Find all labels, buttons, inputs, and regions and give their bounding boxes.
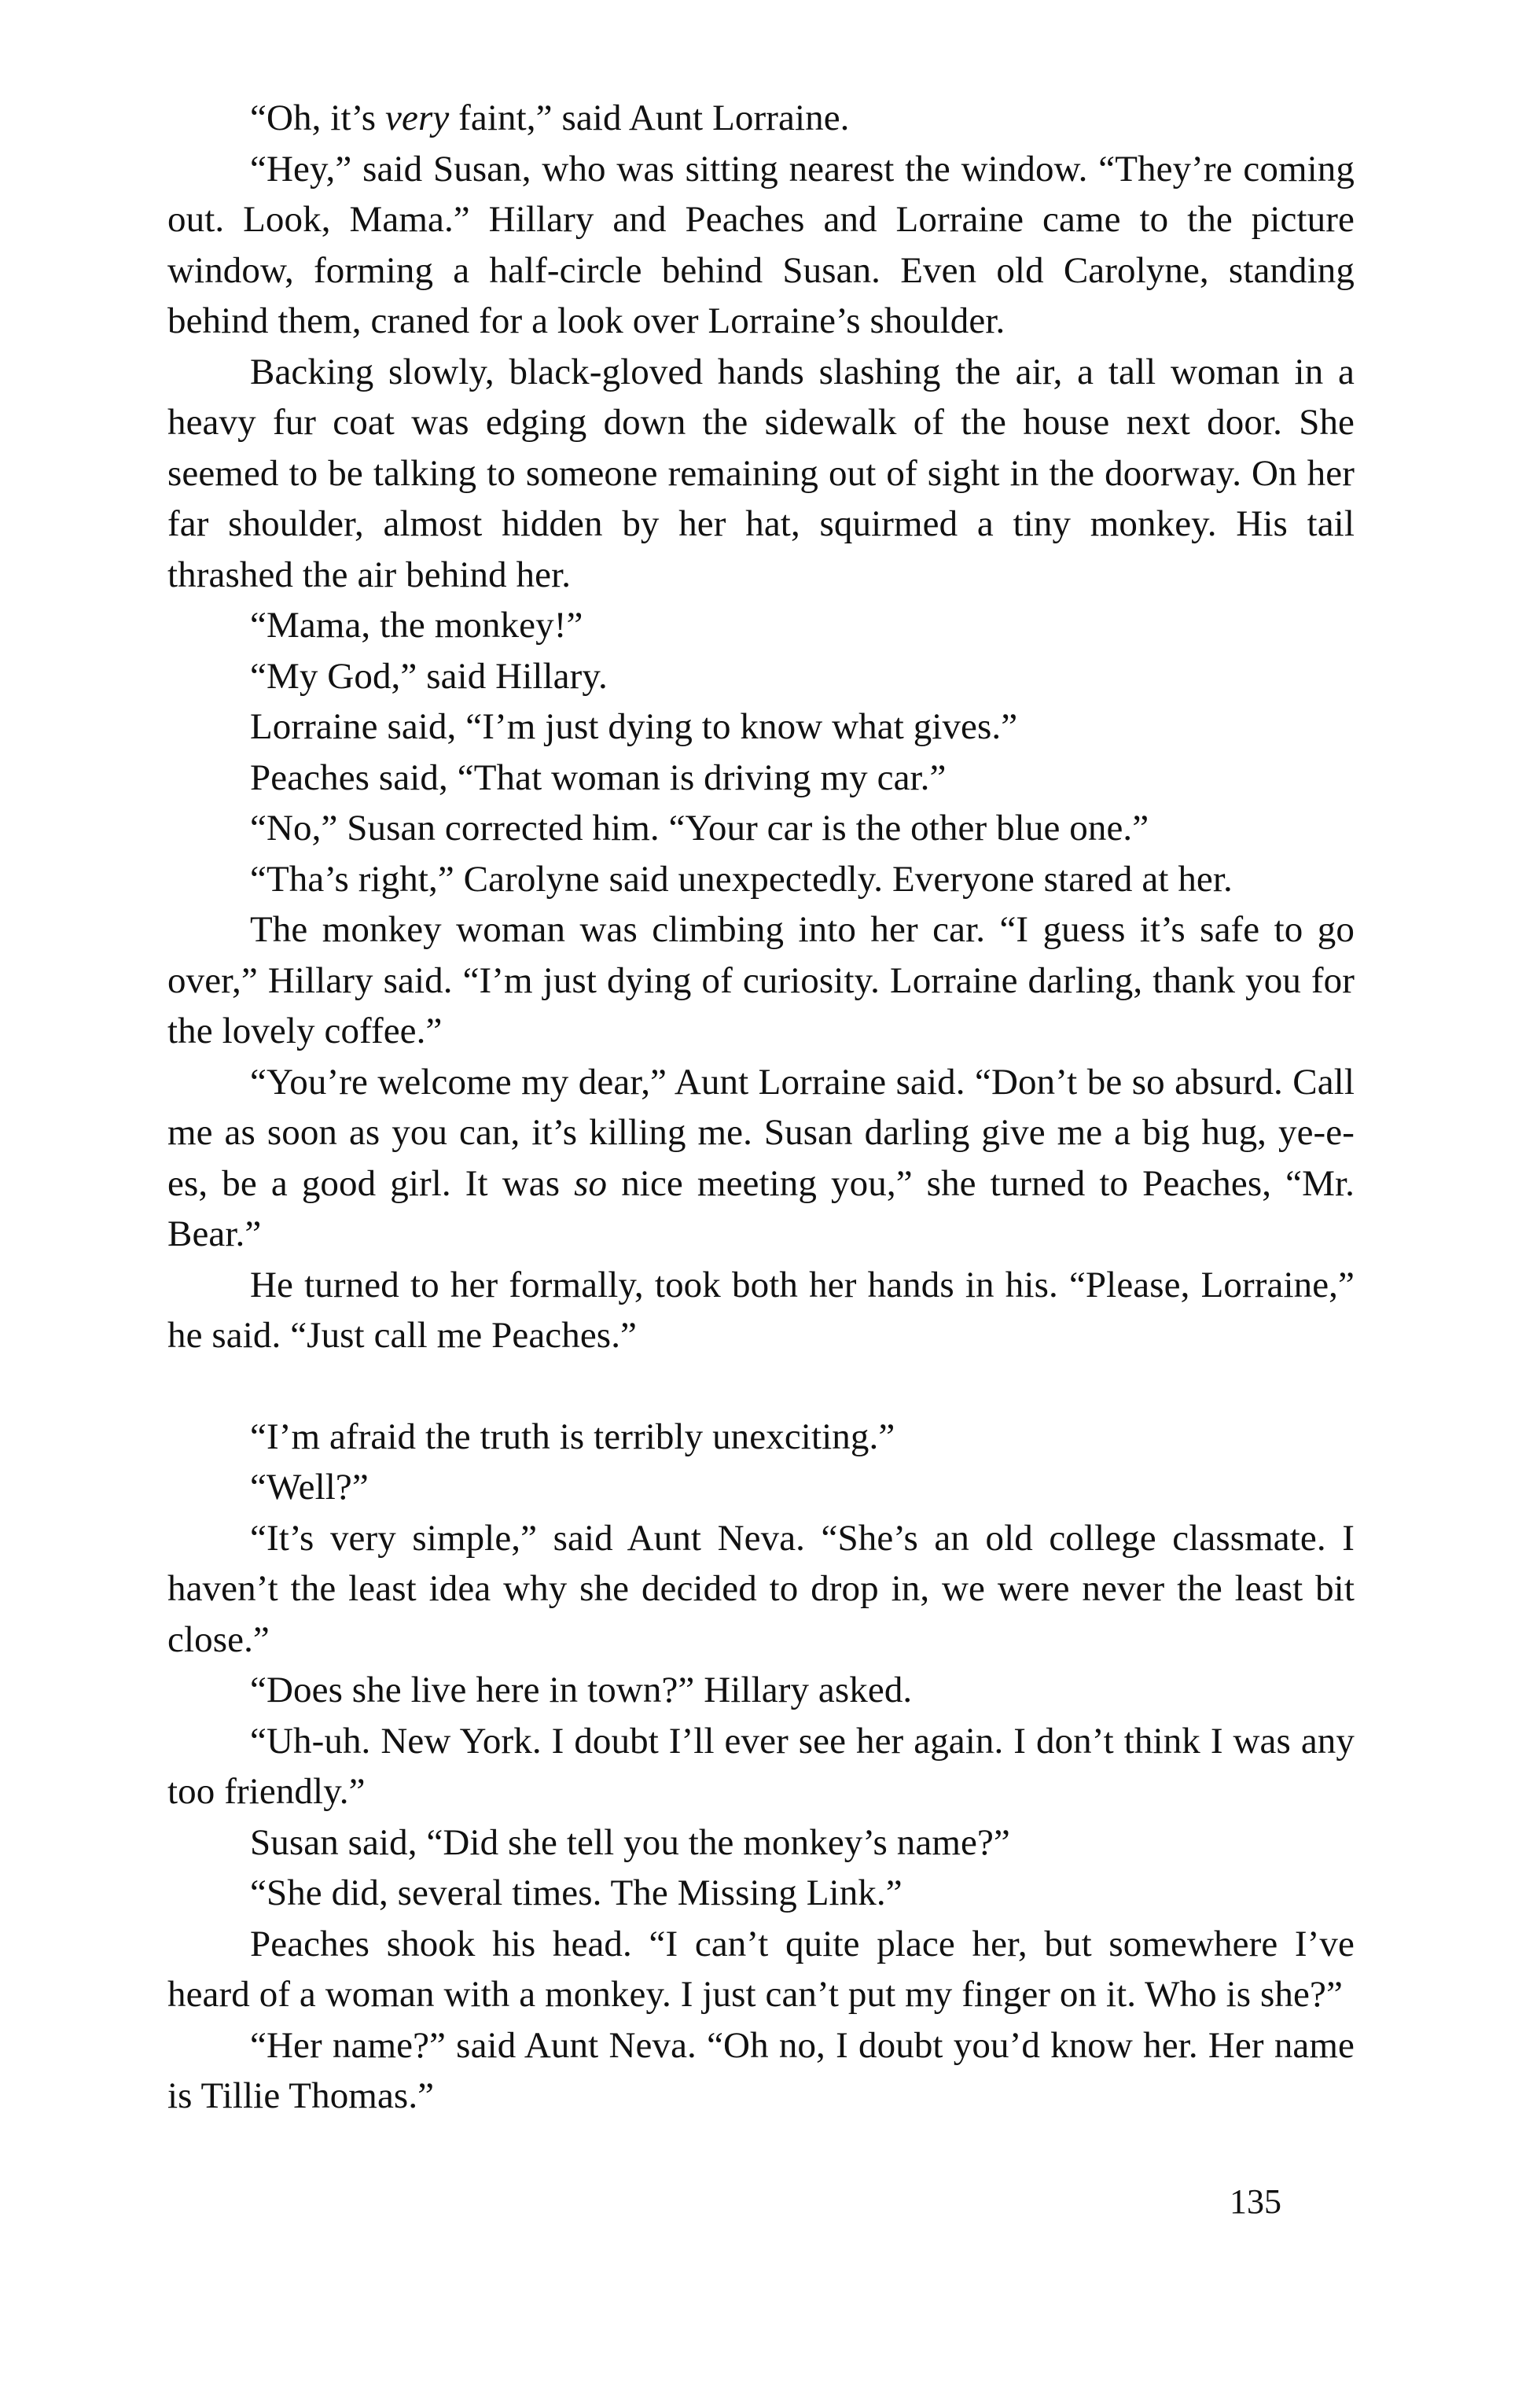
paragraph bbox=[167, 1868, 1355, 1919]
text-run: Backing slowly, black-gloved hands slashing the air, a tall woman in a heavy fur coat was edging down the sidewalk of the house next door. She seemed to be talking to someone remaining out of sight in the doorway. On her far shoulder, almost hidden by her hat, squirmed a tiny monkey. His tail thrashed the air behind her. bbox=[167, 351, 1355, 595]
text-run: “Her name?” said Aunt Neva. “Oh no, I doubt you’d know her. Her name is Tillie Thomas.” bbox=[167, 2024, 1355, 2116]
paragraph bbox=[167, 2020, 1355, 2122]
text-run: Peaches shook his head. “I can’t quite place her, but somewhere I’ve heard of a woman with a monkey. I just can’t put my finger on it. Who is she?” bbox=[167, 1923, 1355, 2015]
text-run: faint,” said Aunt Lorraine. bbox=[449, 98, 850, 138]
paragraph bbox=[167, 1919, 1355, 2020]
paragraph bbox=[167, 600, 1355, 651]
paragraph bbox=[167, 144, 1355, 347]
paragraph bbox=[167, 1716, 1355, 1817]
text-run: Lorraine said, “I’m just dying to know what gives.” bbox=[250, 706, 1018, 747]
paragraph bbox=[167, 854, 1355, 905]
paragraph bbox=[167, 1462, 1355, 1513]
body-text bbox=[167, 93, 1355, 2122]
text-run: “Tha’s right,” Carolyne said unexpectedly. Everyone stared at her. bbox=[250, 858, 1233, 900]
paragraph bbox=[167, 1513, 1355, 1666]
text-run: “She did, several times. The Missing Link.” bbox=[250, 1872, 903, 1913]
text-run: “I’m afraid the truth is terribly unexciting.” bbox=[250, 1416, 895, 1457]
text-run: “My God,” said Hillary. bbox=[250, 655, 608, 697]
paragraph bbox=[167, 753, 1355, 804]
text-run: “It’s very simple,” said Aunt Neva. “She’s an old college classmate. I haven’t the least idea why she decided to drop in, we were never the least bit close.” bbox=[167, 1517, 1355, 1660]
text-run: Peaches said, “That woman is driving my car.” bbox=[250, 757, 947, 798]
text-run: “Mama, the monkey!” bbox=[250, 605, 583, 646]
text-run: “Uh-uh. New York. I doubt I’ll ever see her again. I don’t think I was any too friendly.” bbox=[167, 1720, 1355, 1812]
text-run: “Does she live here in town?” Hillary asked. bbox=[250, 1670, 913, 1710]
text-run: nice meeting you,” she turned to Peaches, “Mr. Bear.” bbox=[167, 1162, 1355, 1254]
paragraph bbox=[167, 803, 1355, 854]
section-two bbox=[167, 1412, 1355, 2122]
text-run: “No,” Susan corrected him. “Your car is the other blue one.” bbox=[250, 808, 1149, 849]
text-run: “You’re welcome my dear,” Aunt Lorraine said. “Don’t be so absurd. Call me as soon as you can, it’s killing me. Susan darling give me a big hug, ye-e-es, be a good girl. It was bbox=[167, 1061, 1355, 1204]
text-run: He turned to her formally, took both her hands in his. “Please, Lorraine,” he said. “Just call me Peaches.” bbox=[167, 1264, 1355, 1356]
paragraph bbox=[167, 651, 1355, 702]
paragraph bbox=[167, 701, 1355, 753]
paragraph bbox=[167, 1057, 1355, 1260]
text-run: “Well?” bbox=[250, 1467, 369, 1508]
paragraph bbox=[167, 1412, 1355, 1463]
italic-run: so bbox=[574, 1162, 608, 1204]
paragraph bbox=[167, 904, 1355, 1057]
paragraph bbox=[167, 1260, 1355, 1361]
paragraph bbox=[167, 1817, 1355, 1869]
paragraph bbox=[167, 1665, 1355, 1716]
text-run: The monkey woman was climbing into her car. “I guess it’s safe to go over,” Hillary said. “I’m just dying of curiosity. Lorraine darling, thank you for the lovely coffee.” bbox=[167, 909, 1355, 1051]
text-run: “Hey,” said Susan, who was sitting nearest the window. “They’re coming out. Look, Mama.” Hillary and Peaches and Lorraine came to the picture window, forming a half-circle behind Susan. Even old Carolyne, standing behind them, craned for a look over Lorraine’s shoulder. bbox=[167, 148, 1355, 341]
section-break bbox=[167, 1361, 1355, 1412]
italic-run: very bbox=[385, 98, 450, 138]
page-number: 135 bbox=[1230, 2182, 1281, 2221]
paragraph bbox=[167, 347, 1355, 601]
text-run: Susan said, “Did she tell you the monkey’s name?” bbox=[250, 1821, 1010, 1863]
paragraph bbox=[167, 93, 1355, 144]
text-run: “Oh, it’s bbox=[250, 98, 386, 138]
section-one bbox=[167, 93, 1355, 1361]
